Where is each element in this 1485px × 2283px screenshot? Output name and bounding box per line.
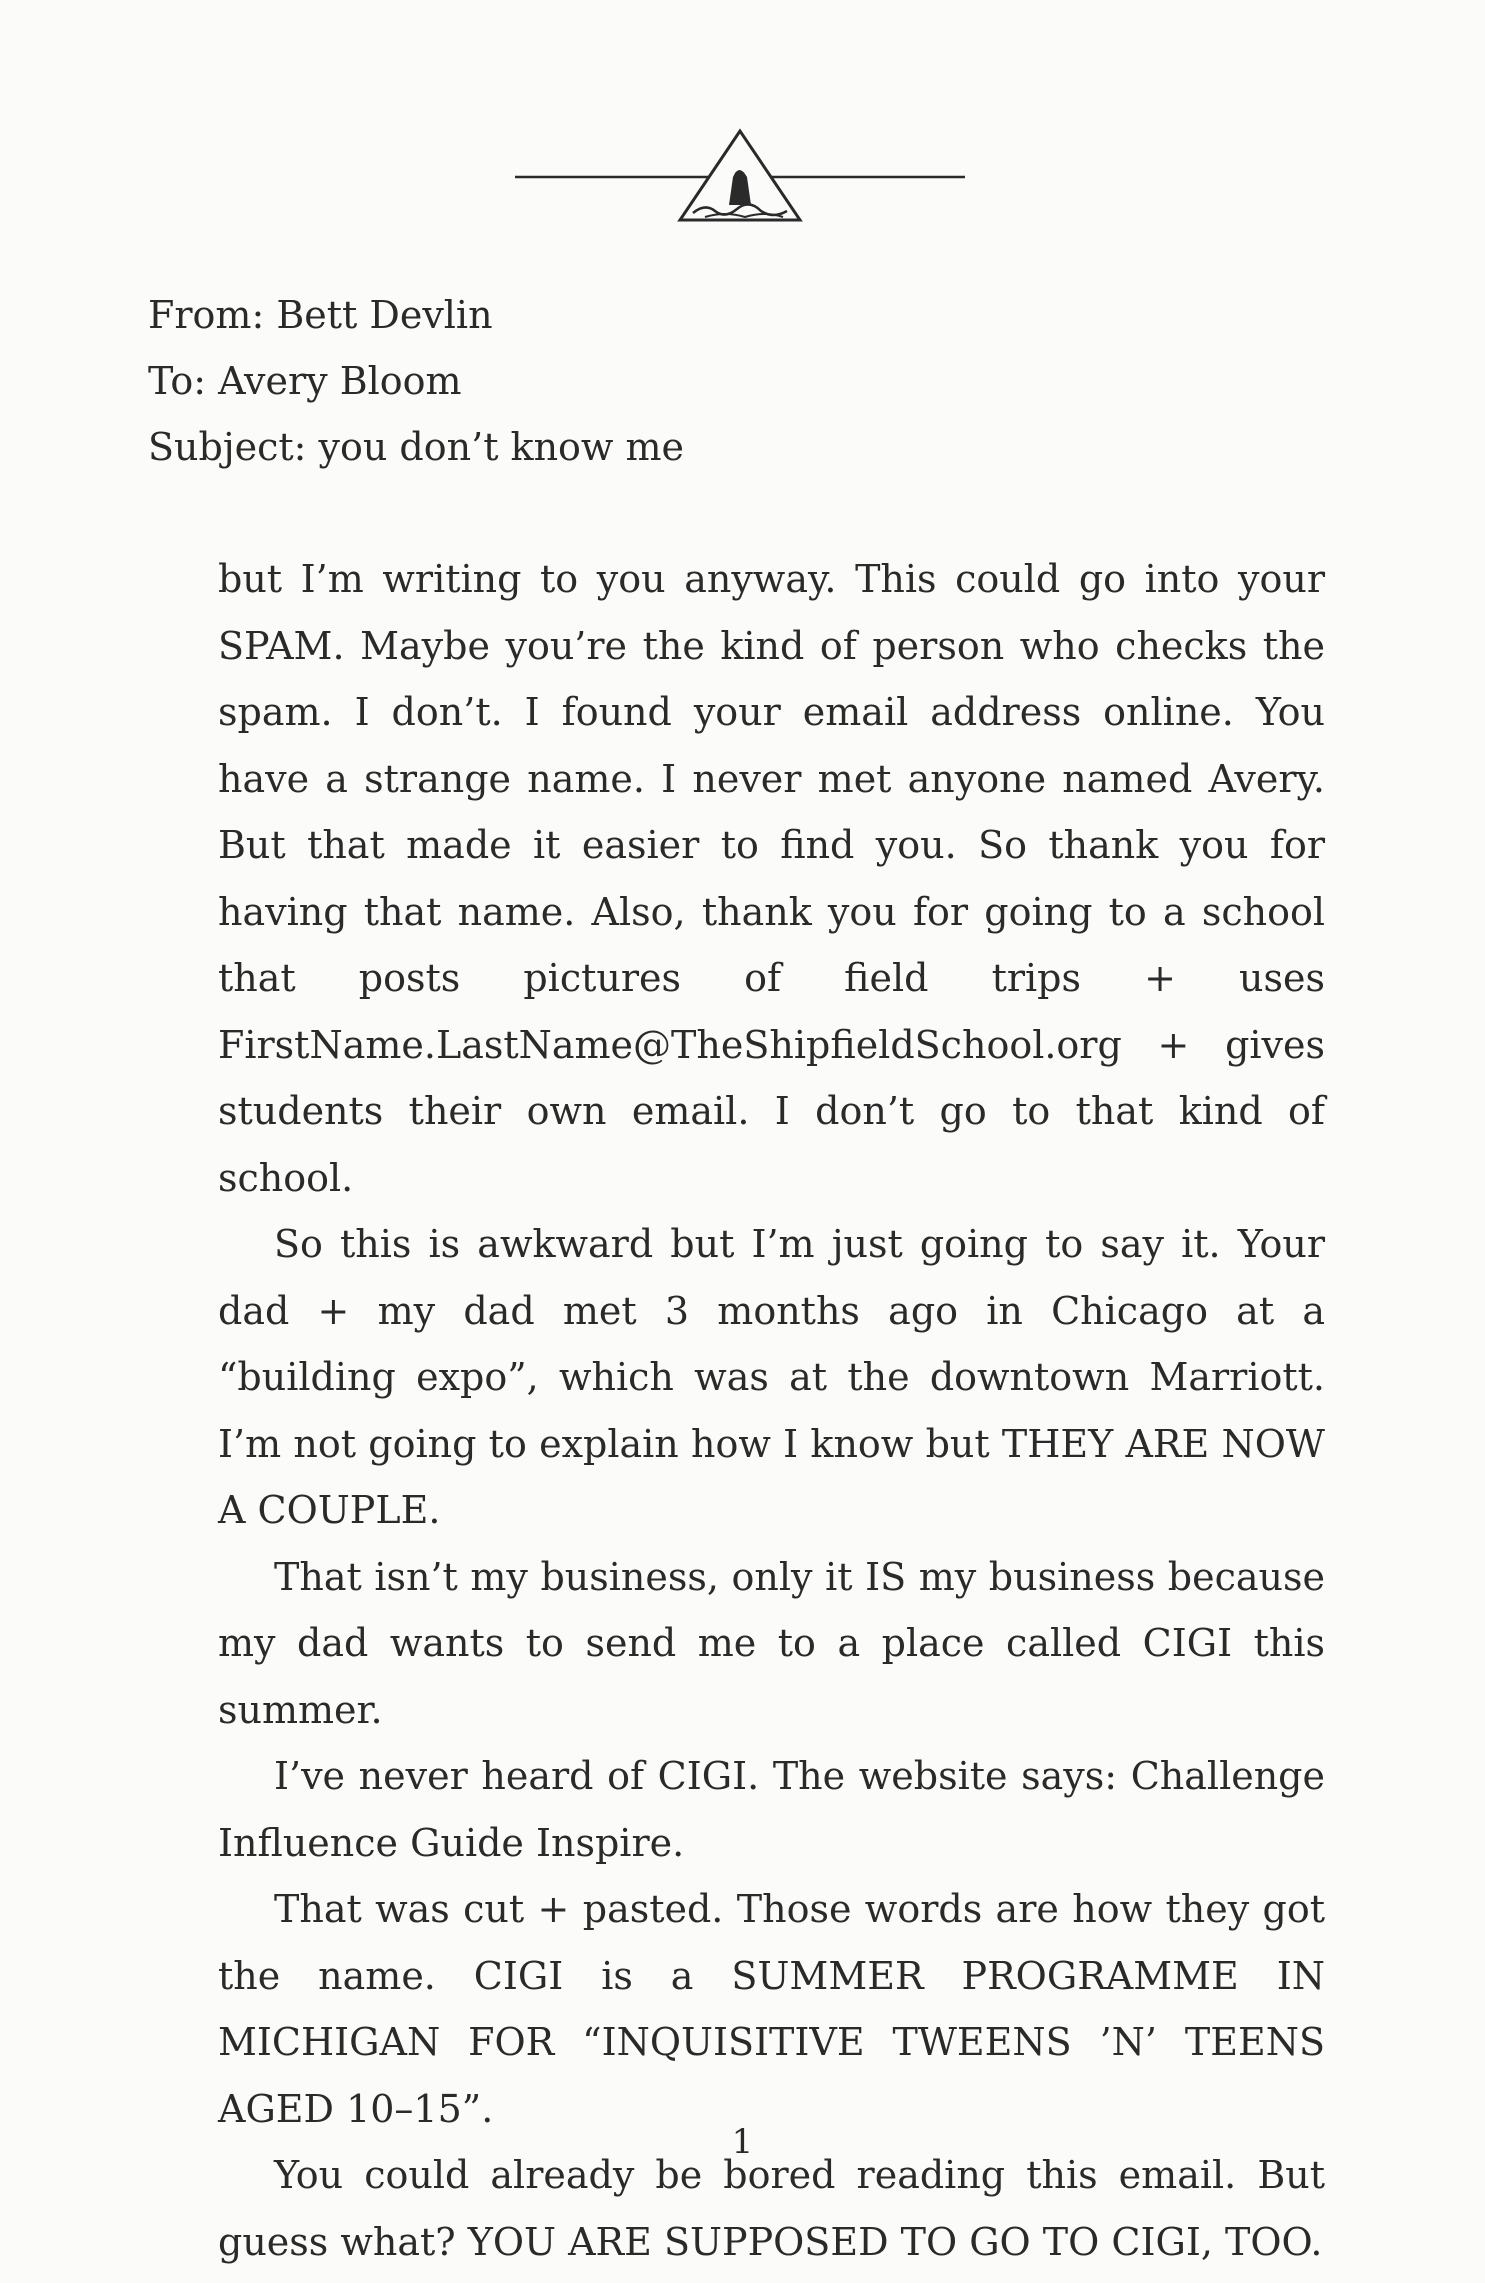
email-subject: Subject: you don’t know me [148, 425, 685, 469]
paragraph: That was cut + pasted. Those words are how they got the name. CIGI is a SUMMER PROGRAMME IN MICHIGAN FOR “INQUISITIVE TWEENS ’N’ TEENS AGED 10–15”. [218, 1887, 1325, 2131]
page-number: 1 [731, 2122, 754, 2162]
email-header [148, 282, 684, 480]
paragraph: but I’m writing to you anyway. This could go into your SPAM. Maybe you’re the kind of person who checks the spam. I don’t. I found your email address online. You have a strange name. I never met anyone named Avery. But that made it easier to find you. So thank you for having that name. Also, thank you for going to a school that posts pictures of field trips + uses FirstName.LastName@TheShipfieldSchool.org + gives students their own email. I don’t go to that kind of school. [218, 557, 1325, 1200]
email-to: To: Avery Bloom [148, 359, 462, 403]
email-from: From: Bett Devlin [148, 293, 493, 337]
triangle-island-ornament-icon [515, 125, 965, 225]
paragraph: I’ve never heard of CIGI. The website says: Challenge Influence Guide Inspire. [218, 1754, 1325, 1865]
paragraph: That isn’t my business, only it IS my business because my dad wants to send me to a place called CIGI this summer. [218, 1554, 1325, 1732]
paragraph: So this is awkward but I’m just going to say it. Your dad + my dad met 3 months ago in Chicago at a “building expo”, which was at the downtown Marriott. I’m not going to explain how I know but THEY ARE NOW A COUPLE. [218, 1222, 1325, 1532]
email-body [218, 546, 1325, 2275]
paragraph: You could already be bored reading this email. But guess what? YOU ARE SUPPOSED TO GO TO CIGI, TOO. [218, 2153, 1325, 2264]
